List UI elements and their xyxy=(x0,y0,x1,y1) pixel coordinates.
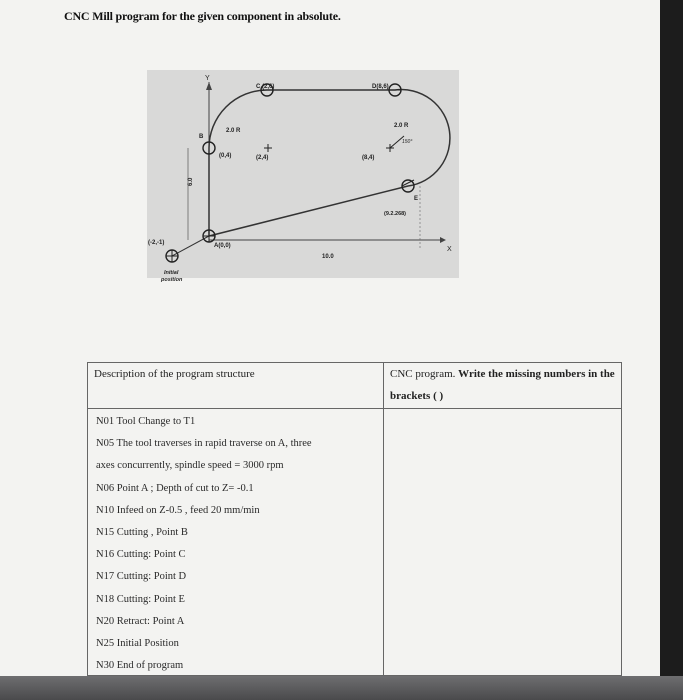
program-steps xyxy=(96,411,312,677)
cnc-program-header-prefix: CNC program. xyxy=(390,368,456,380)
program-step: N25 Initial Position xyxy=(96,638,179,650)
program-step: N16 Cutting: Point C xyxy=(96,549,186,561)
label-radius-right: 2.0 R xyxy=(394,123,409,129)
label-point-b: B xyxy=(199,134,204,140)
program-step: axes concurrently, spindle speed = 3000 rpm xyxy=(96,460,284,472)
label-point-e: E xyxy=(414,196,419,202)
label-point-d: D(8,6) xyxy=(372,84,389,90)
label-point-a: A(0,0) xyxy=(214,243,231,249)
header-row-divider xyxy=(88,408,621,409)
cnc-program-header-suffix: ) xyxy=(439,390,444,402)
label-angle: 150° xyxy=(402,139,413,145)
label-point-c: C (2,6) xyxy=(256,84,275,90)
screen-bottom-edge xyxy=(0,676,683,700)
label-center-right: (8,4) xyxy=(362,155,375,161)
document-title: CNC Mill program for the given component in absolute. xyxy=(64,9,341,23)
label-radius-left: 2.0 R xyxy=(226,128,241,134)
label-center-left: (2,4) xyxy=(256,155,269,161)
program-step: N17 Cutting: Point D xyxy=(96,571,187,583)
label-e-coord: (9.2.268) xyxy=(384,211,407,217)
program-step: N05 The tool traverses in rapid traverse on A, three xyxy=(96,438,312,450)
label-dim-vertical: 6.0 xyxy=(188,177,194,186)
program-table xyxy=(87,362,622,676)
label-initial-2: position xyxy=(161,277,183,283)
axis-y-label: Y xyxy=(205,75,210,82)
column-divider xyxy=(383,363,384,675)
program-step: N20 Retract: Point A xyxy=(96,615,185,627)
label-dim-horizontal: 10.0 xyxy=(322,254,334,260)
label-start-coord: (-2,-1) xyxy=(148,240,165,246)
description-header: Description of the program structure xyxy=(94,368,255,380)
program-step: N06 Point A ; Depth of cut to Z= -0.1 xyxy=(96,482,254,494)
cnc-program-header xyxy=(390,363,620,407)
drawing-background xyxy=(147,70,459,278)
label-initial-1: Initial xyxy=(164,270,179,276)
program-step: N18 Cutting: Point E xyxy=(96,593,185,605)
axis-x-label: X xyxy=(447,246,452,253)
cnc-program-header-instruction: Write the missing numbers in the brackets ( xyxy=(390,368,615,402)
program-step: N30 End of program xyxy=(96,660,184,672)
program-step: N15 Cutting , Point B xyxy=(96,527,188,539)
program-step: N01 Tool Change to T1 xyxy=(96,416,196,427)
label-b-coord: (0,4) xyxy=(219,153,232,159)
program-step: N10 Infeed on Z-0.5 , feed 20 mm/min xyxy=(96,504,260,516)
